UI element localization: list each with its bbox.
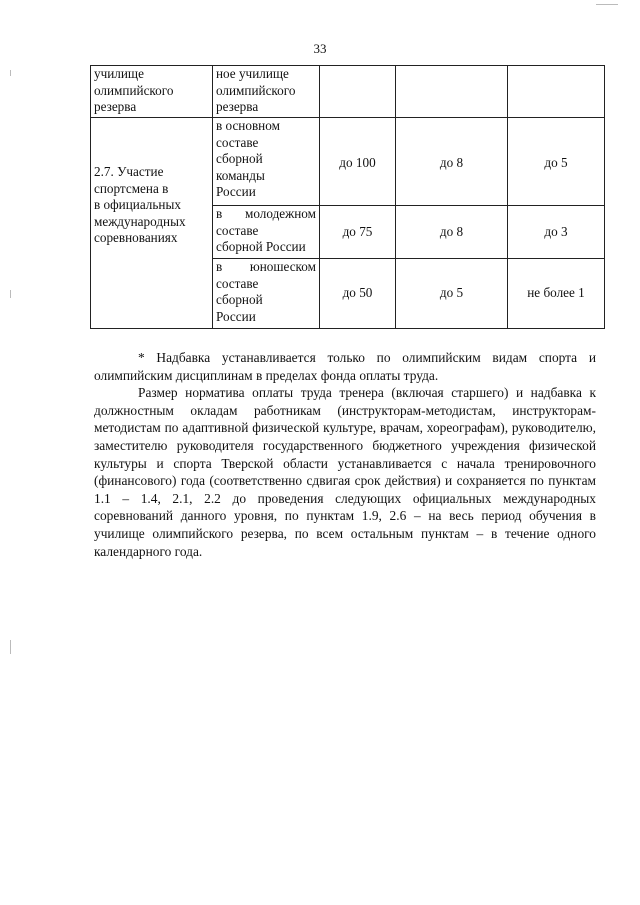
page-number: 33 bbox=[313, 41, 327, 56]
table-cell: до 50 bbox=[320, 259, 396, 329]
scan-edge-mark bbox=[596, 4, 618, 5]
table-row bbox=[91, 118, 605, 206]
rates-table bbox=[90, 65, 605, 329]
table-cell: в юношеском составе сборной России bbox=[213, 259, 320, 329]
table-cell: до 5 bbox=[508, 118, 605, 206]
table-cell: училище олимпийского резерва bbox=[91, 66, 213, 118]
table-cell: в основном составе сборной команды России bbox=[213, 118, 320, 206]
table-cell: в молодежном составе сборной России bbox=[213, 206, 320, 259]
table-cell: до 75 bbox=[320, 206, 396, 259]
table-cell bbox=[320, 66, 396, 118]
notes-section bbox=[94, 349, 596, 560]
table-row bbox=[91, 66, 605, 118]
table-cell: до 8 bbox=[396, 118, 508, 206]
table-cell: до 3 bbox=[508, 206, 605, 259]
table-cell bbox=[508, 66, 605, 118]
table-cell: до 100 bbox=[320, 118, 396, 206]
table-cell: не более 1 bbox=[508, 259, 605, 329]
table-cell-category: 2.7. Участие спортсмена в в официальных международных соревнованиях bbox=[91, 118, 213, 329]
body-paragraph: Размер норматива оплаты труда тренера (включая старшего) и надбавка к должностным окладам работникам (инструкторам-методистам, инструкторам-методистам по адаптивной физической культуре, врачам, хореографам), руководителю, заместителю руководителя государственного бюджетного учреждения физической культуры и спорта Тверской области устанавливается с начала тренировочного (финансового) года (соответственно сдвигая срок действия) и сохраняется по пунктам 1.1 – 1.4, 2.1, 2.2 до проведения следующих официальных международных соревнований данного уровня, по пунктам 1.9, 2.6 – на весь период обучения в училище олимпийского резерва, по всем остальным пунктам – в течение одного календарного года. bbox=[94, 385, 596, 559]
scan-edge-mark bbox=[10, 640, 11, 654]
scan-edge-mark bbox=[10, 70, 11, 76]
scan-edge-mark bbox=[10, 290, 11, 298]
table-cell bbox=[396, 66, 508, 118]
table-cell: ное училище олимпийского резерва bbox=[213, 66, 320, 118]
table-cell: до 5 bbox=[396, 259, 508, 329]
footnote: * Надбавка устанавливается только по олимпийским видам спорта и олимпийским дисциплинам в пределах фонда оплаты труда. bbox=[94, 350, 596, 383]
table-cell: до 8 bbox=[396, 206, 508, 259]
